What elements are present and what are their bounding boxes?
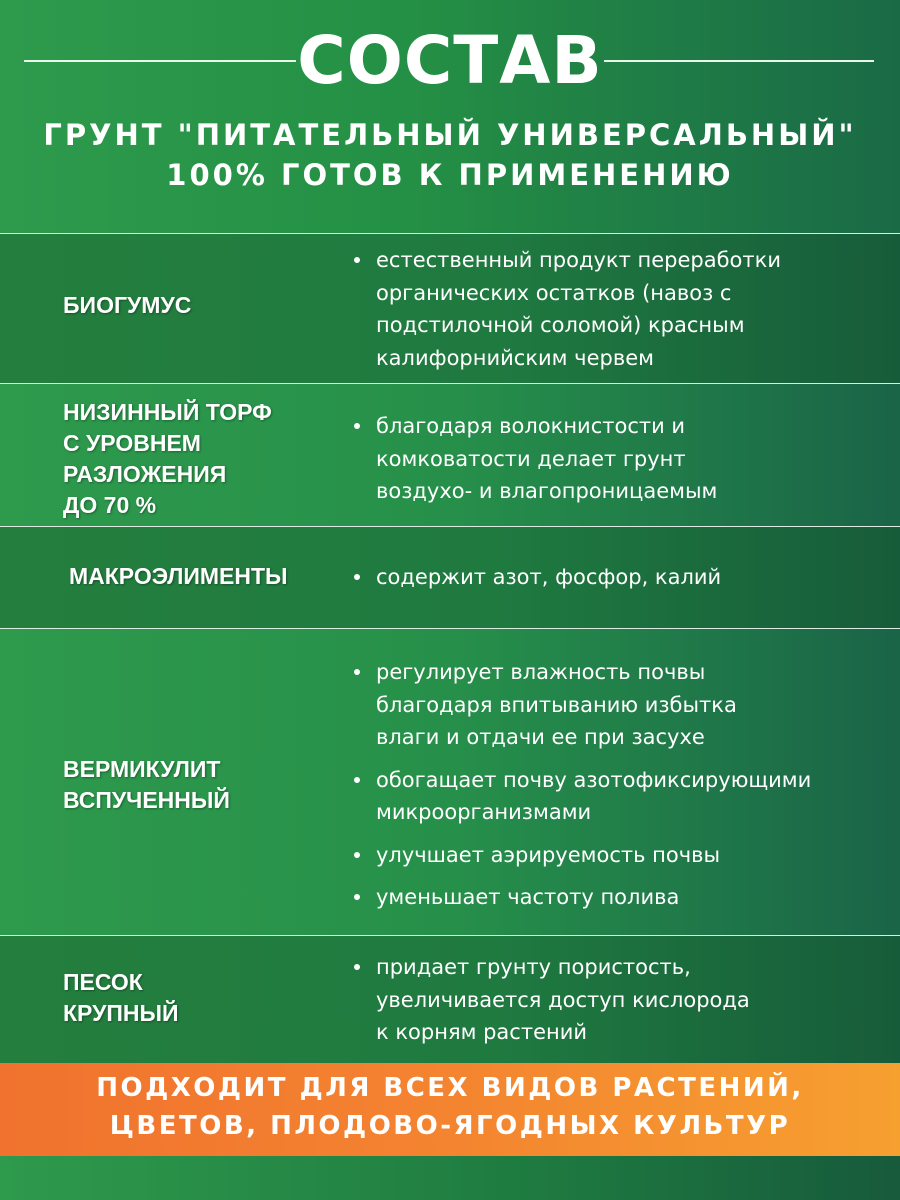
bullet-line: обогащает почву азотофиксирующими (376, 767, 812, 792)
ingredient-row-macro (0, 527, 900, 628)
bullet-line: увеличивается доступ кислорода (376, 987, 750, 1012)
bullet-line: к корням растений (376, 1020, 588, 1044)
ingredient-row-sand (0, 936, 900, 1063)
subtitle-line-1: ГРУНТ "ПИТАТЕЛЬНЫЙ УНИВЕРСАЛЬНЫЙ" (43, 118, 857, 152)
footer-line-2: ЦВЕТОВ, ПЛОДОВО-ЯГОДНЫХ КУЛЬТУР (109, 1111, 791, 1141)
bullet-dot-icon (354, 852, 360, 858)
bullet-line: улучшает аэрируемость почвы (376, 842, 721, 867)
ingredient-label (63, 967, 333, 1029)
ingredient-row-peat (0, 384, 900, 526)
page-title: СОСТАВ (297, 22, 603, 99)
label-line: РАЗЛОЖЕНИЯ (63, 461, 227, 487)
bullet-line: подстилочной соломой) красным (376, 313, 745, 337)
bullet-dot-icon (354, 777, 360, 783)
label-line: КРУПНЫЙ (63, 1000, 179, 1026)
label-line: БИОГУМУС (63, 292, 192, 318)
bullet-item (354, 881, 884, 914)
bullet-item (354, 951, 884, 1049)
bullet-line: содержит азот, фосфор, калий (376, 565, 722, 589)
ingredient-bullets (354, 656, 884, 914)
bullet-dot-icon (354, 894, 360, 900)
ingredient-bullets (354, 561, 884, 594)
label-line: С УРОВНЕМ (63, 430, 201, 456)
ingredient-bullets (354, 244, 884, 374)
bullet-line: уменьшает частоту полива (376, 885, 680, 909)
bullet-line: калифорнийским червем (376, 345, 654, 370)
title-rule-right (604, 60, 874, 62)
label-line: ПЕСОК (63, 969, 143, 995)
label-line: ВСПУЧЕННЫЙ (63, 787, 230, 813)
bullet-item (354, 561, 884, 594)
footer-line-1: ПОДХОДИТ ДЛЯ ВСЕХ ВИДОВ РАСТЕНИЙ, (96, 1073, 804, 1103)
ingredient-row-vermiculite (0, 629, 900, 935)
ingredient-bullets (354, 410, 884, 508)
bullet-line: благодаря впитыванию избытка (376, 692, 737, 717)
ingredient-bullets (354, 951, 884, 1049)
bullet-item (354, 410, 884, 508)
bullet-line: органических остатков (навоз с (376, 280, 732, 305)
bullet-line: воздухо- и влагопроницаемым (376, 479, 718, 503)
label-line: НИЗИННЫЙ ТОРФ (63, 399, 272, 425)
bullet-item (354, 839, 884, 872)
ingredient-row-biohumus (0, 234, 900, 383)
label-line: МАКРОЭЛИМЕНТЫ (69, 563, 288, 589)
bullet-item (354, 764, 884, 829)
bullet-dot-icon (354, 574, 360, 580)
footer-banner (0, 1063, 900, 1156)
label-line: ВЕРМИКУЛИТ (63, 756, 221, 782)
ingredient-label (63, 397, 333, 521)
bullet-line: микроорганизмами (376, 800, 592, 824)
bullet-dot-icon (354, 669, 360, 675)
subtitle-line-2: 100% ГОТОВ К ПРИМЕНЕНИЮ (166, 158, 734, 192)
bullet-item (354, 656, 884, 754)
bullet-line: влаги и отдачи ее при засухе (376, 725, 705, 749)
ingredient-label (63, 290, 333, 321)
bullet-dot-icon (354, 257, 360, 263)
label-line: ДО 70 % (63, 492, 157, 518)
bullet-line: благодаря волокнистости и (376, 414, 686, 438)
bullet-dot-icon (354, 423, 360, 429)
bottom-strip (0, 1156, 900, 1200)
bullet-item (354, 244, 884, 374)
ingredient-label (69, 561, 339, 592)
bullet-line: регулирует влажность почвы (376, 660, 706, 684)
bullet-line: придает грунту пористость, (376, 955, 691, 979)
ingredient-label (63, 754, 333, 816)
header (0, 0, 900, 233)
bullet-line: естественный продукт переработки (376, 248, 781, 272)
bullet-line: комковатости делает грунт (376, 446, 686, 471)
bullet-dot-icon (354, 964, 360, 970)
